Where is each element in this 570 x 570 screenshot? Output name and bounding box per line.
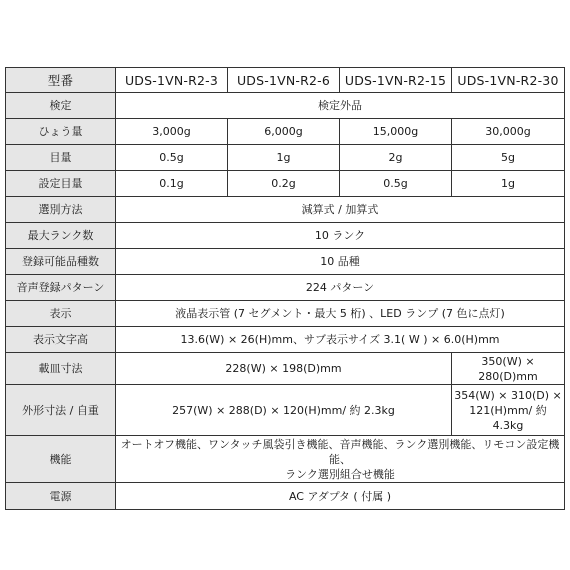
set-graduation-2: 0.2g [228, 171, 340, 197]
row-items [6, 249, 565, 275]
row-selection [6, 197, 565, 223]
label-items: 登録可能品種数 [6, 249, 116, 275]
spec-table [5, 67, 565, 510]
row-display [6, 301, 565, 327]
value-functions-line1: オートオフ機能、ワンタッチ風袋引き機能、音声機能、ランク選別機能、リモコン設定機能、 [120, 437, 560, 466]
row-dims [6, 385, 565, 436]
graduation-4: 5g [452, 145, 565, 171]
row-graduation [6, 145, 565, 171]
row-power [6, 483, 565, 510]
value-dims-last [452, 385, 565, 436]
label-verify: 検定 [6, 93, 116, 119]
row-functions [6, 436, 565, 483]
label-functions: 機能 [6, 436, 116, 483]
value-char-height: 13.6(W) × 26(H)mm、サブ表示サイズ 3.1( W ) × 6.0(H)mm [116, 327, 565, 353]
label-model: 型番 [6, 68, 116, 93]
label-capacity: ひょう量 [6, 119, 116, 145]
capacity-2: 6,000g [228, 119, 340, 145]
value-power: AC アダプタ ( 付属 ) [116, 483, 565, 510]
label-pan: 載皿寸法 [6, 353, 116, 385]
capacity-4: 30,000g [452, 119, 565, 145]
value-dims-last-line1: 354(W) × 310(D) × [454, 388, 562, 402]
value-functions [116, 436, 565, 483]
row-voice [6, 275, 565, 301]
value-dims-last-line2: 121(H)mm/ 約 4.3kg [469, 403, 547, 432]
model-3: UDS-1VN-R2-15 [340, 68, 452, 93]
value-verify: 検定外品 [116, 93, 565, 119]
label-display: 表示 [6, 301, 116, 327]
model-4: UDS-1VN-R2-30 [452, 68, 565, 93]
row-verify [6, 93, 565, 119]
label-dims: 外形寸法 / 自重 [6, 385, 116, 436]
graduation-2: 1g [228, 145, 340, 171]
label-selection: 選別方法 [6, 197, 116, 223]
value-max-rank: 10 ランク [116, 223, 565, 249]
row-pan [6, 353, 565, 385]
row-capacity [6, 119, 565, 145]
model-2: UDS-1VN-R2-6 [228, 68, 340, 93]
label-max-rank: 最大ランク数 [6, 223, 116, 249]
label-power: 電源 [6, 483, 116, 510]
label-set-graduation: 設定目量 [6, 171, 116, 197]
label-voice: 音声登録パターン [6, 275, 116, 301]
row-model [6, 68, 565, 93]
row-char-height [6, 327, 565, 353]
row-set-graduation [6, 171, 565, 197]
set-graduation-1: 0.1g [116, 171, 228, 197]
value-voice: 224 パターン [116, 275, 565, 301]
value-items: 10 品種 [116, 249, 565, 275]
row-max-rank [6, 223, 565, 249]
label-graduation: 目量 [6, 145, 116, 171]
value-selection: 減算式 / 加算式 [116, 197, 565, 223]
value-dims-main: 257(W) × 288(D) × 120(H)mm/ 約 2.3kg [116, 385, 452, 436]
value-functions-line2: ランク選別組合せ機能 [285, 467, 395, 481]
graduation-1: 0.5g [116, 145, 228, 171]
model-1: UDS-1VN-R2-3 [116, 68, 228, 93]
value-pan-last: 350(W) × 280(D)mm [452, 353, 565, 385]
set-graduation-3: 0.5g [340, 171, 452, 197]
label-char-height: 表示文字高 [6, 327, 116, 353]
capacity-1: 3,000g [116, 119, 228, 145]
capacity-3: 15,000g [340, 119, 452, 145]
set-graduation-4: 1g [452, 171, 565, 197]
graduation-3: 2g [340, 145, 452, 171]
value-pan-main: 228(W) × 198(D)mm [116, 353, 452, 385]
value-display: 液晶表示管 (7 セグメント・最大 5 桁) 、LED ランプ (7 色に点灯) [116, 301, 565, 327]
